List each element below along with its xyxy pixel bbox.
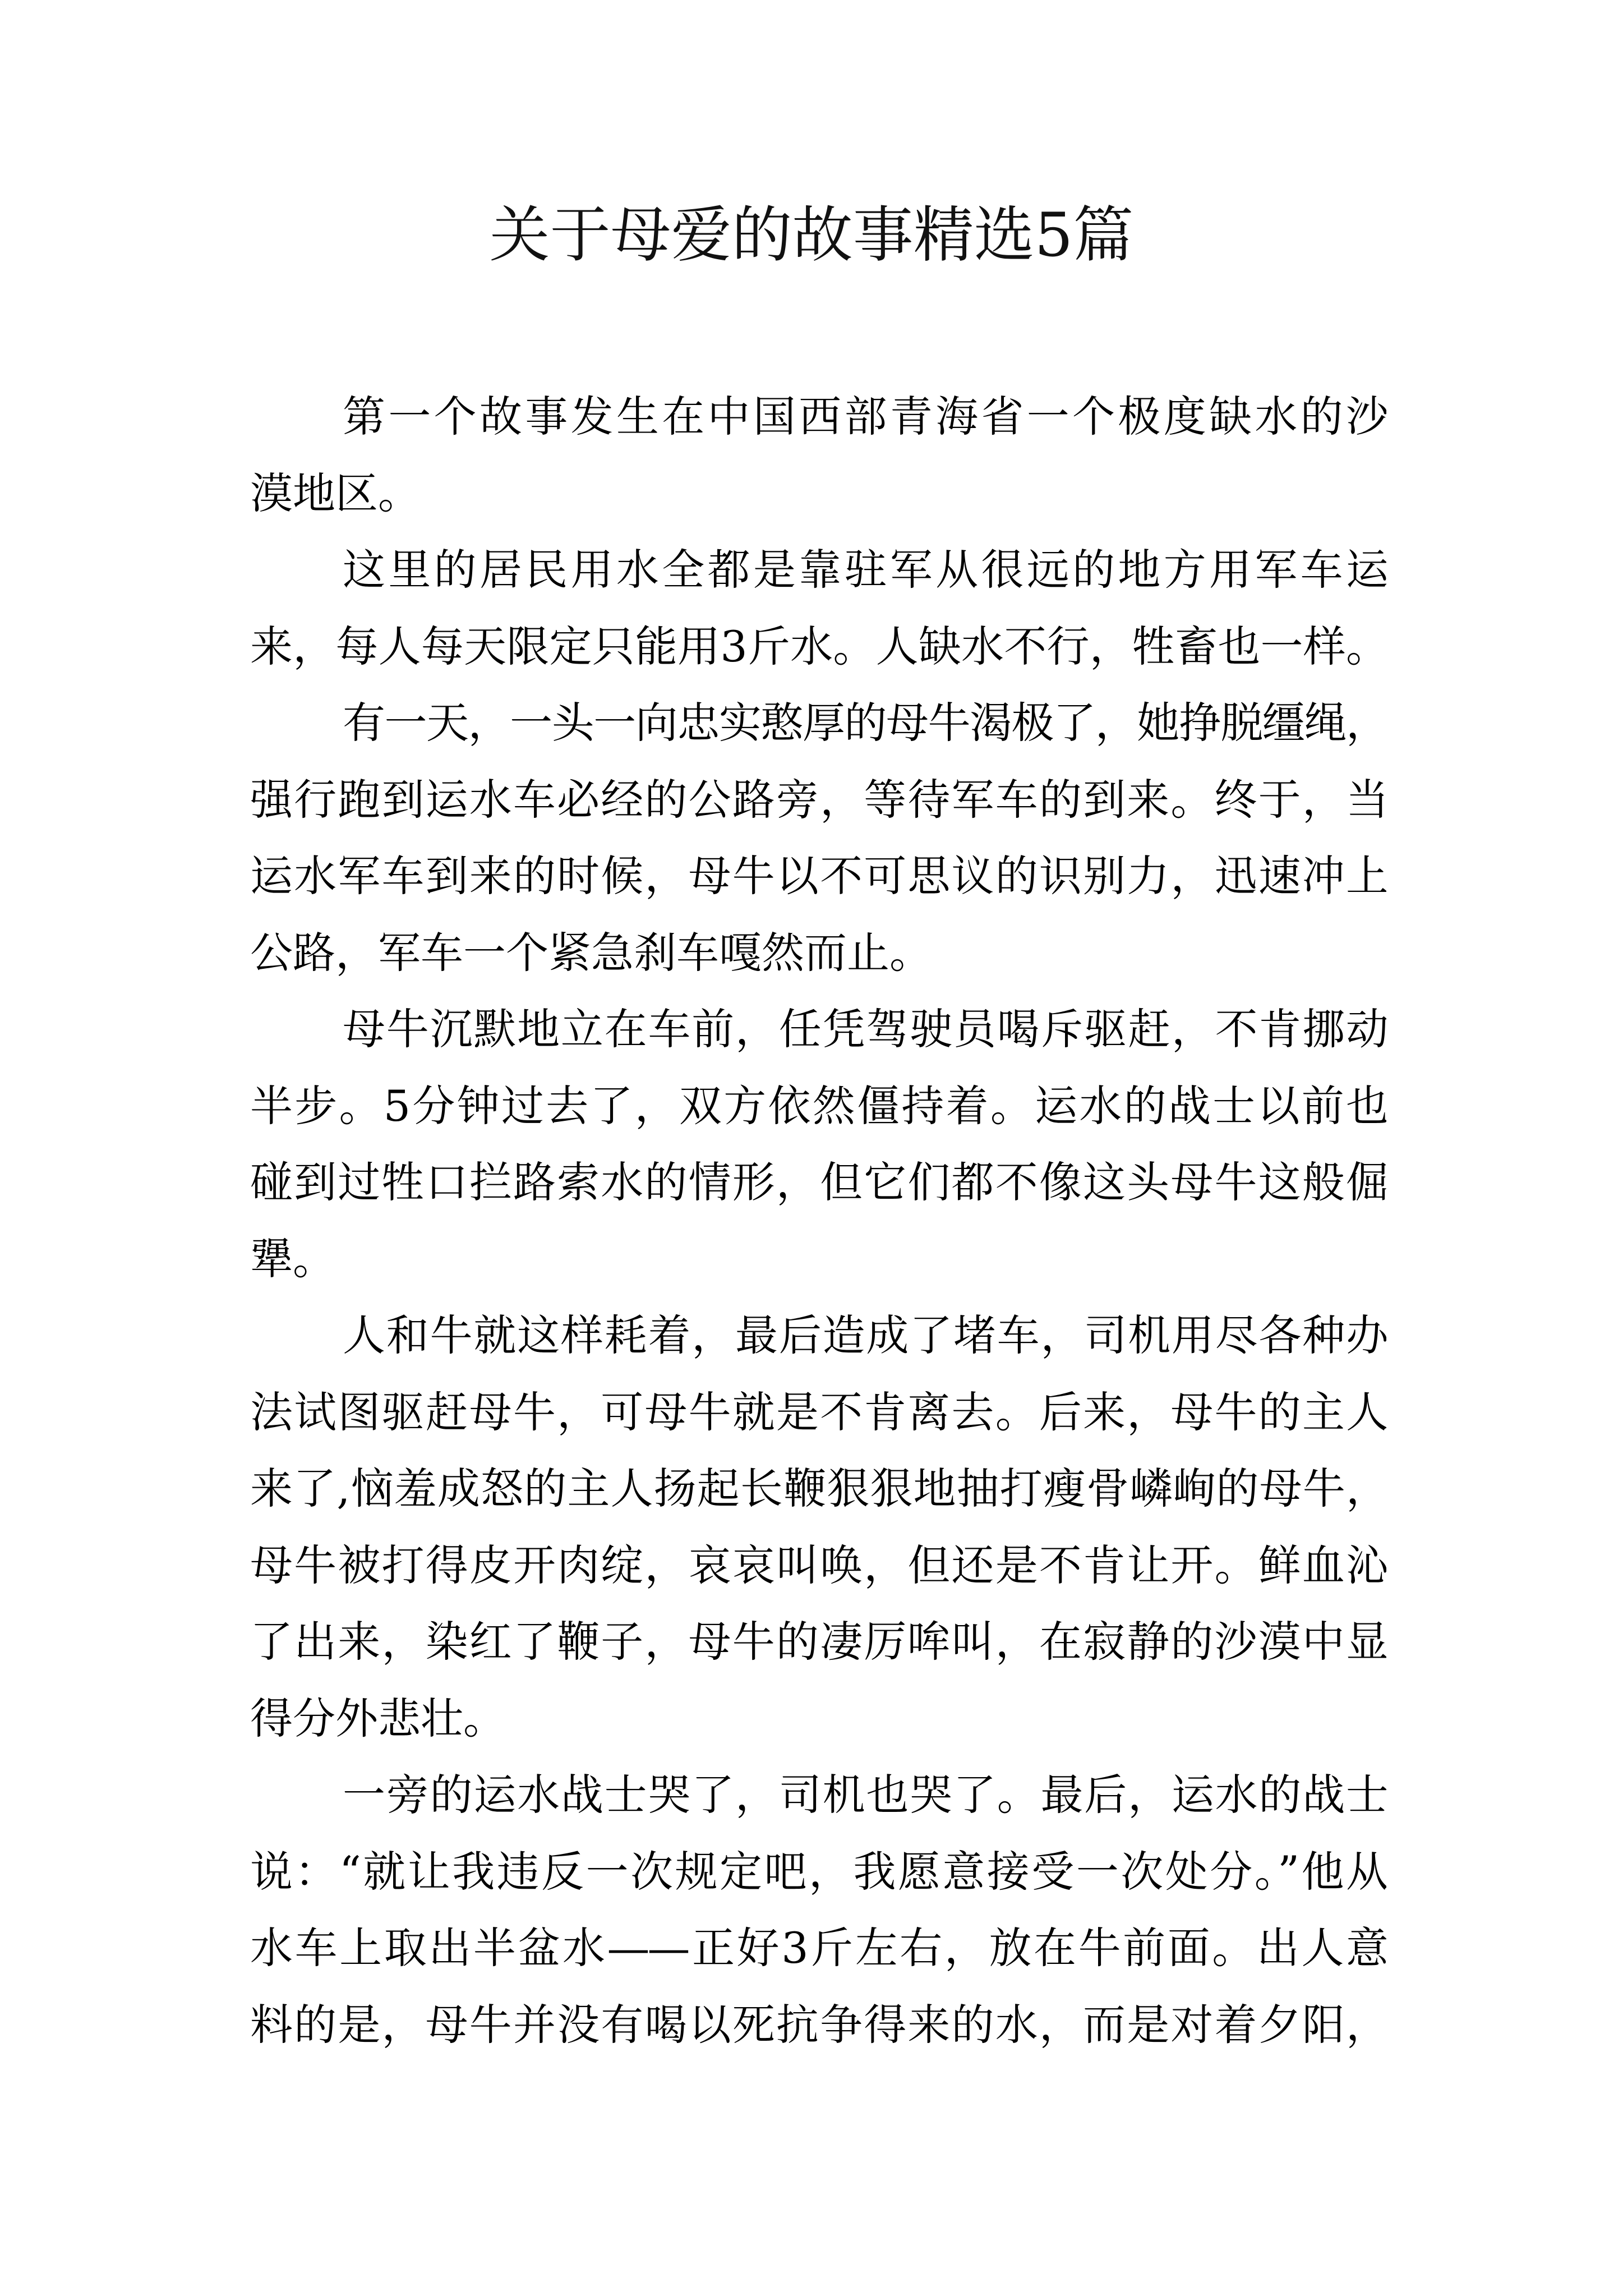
text-line: 强行跑到运水车必经的公路旁，等待军车的到来。终于，当: [250, 774, 1386, 825]
text-line: 这里的居民用水全都是靠驻军从很远的地方用军车运: [343, 545, 1386, 595]
document-body: [250, 379, 1386, 2063]
text-line: 人和牛就这样耗着，最后造成了堵车，司机用尽各种办: [343, 1310, 1386, 1360]
text-line: 得分外悲壮。: [250, 1693, 506, 1743]
text-line: 了出来，染红了鞭子，母牛的凄厉哞叫，在寂静的沙漠中显: [250, 1617, 1386, 1667]
paragraph: [250, 532, 1386, 685]
paragraph: [250, 1297, 1386, 1757]
text-line: 半步。5分钟过去了，双方依然僵持着。运水的战士以前也: [250, 1080, 1386, 1131]
text-line: 运水军车到来的时候，母牛以不可思议的识别力，迅速冲上: [250, 851, 1386, 901]
document-title: 关于母爱的故事精选5篇: [489, 200, 1134, 270]
text-line: 漠地区。: [250, 468, 421, 518]
text-line: 碰到过牲口拦路索水的情形，但它们都不像这头母牛这般倔: [250, 1157, 1386, 1207]
text-line: 公路，军车一个紧急刹车嘎然而止。: [250, 927, 932, 978]
text-line: 来了,恼羞成怒的主人扬起长鞭狠狠地抽打瘦骨嶙峋的母牛，: [250, 1464, 1386, 1513]
paragraph: [250, 685, 1386, 991]
text-line: 法试图驱赶母牛，可母牛就是不肯离去。后来，母牛的主人: [250, 1387, 1386, 1437]
text-line: 第一个故事发生在中国西部青海省一个极度缺水的沙: [343, 392, 1386, 441]
text-line: 犟。: [250, 1234, 335, 1284]
paragraph: [250, 991, 1386, 1297]
text-line: 母牛沉默地立在车前，任凭驾驶员喝斥驱赶，不肯挪动: [343, 1004, 1386, 1054]
text-line: 有一天，一头一向忠实憨厚的母牛渴极了，她挣脱缰绳，: [343, 698, 1386, 748]
text-line: 料的是，母牛并没有喝以死抗争得来的水，而是对着夕阳，: [250, 1999, 1386, 2050]
text-line: 母牛被打得皮开肉绽，哀哀叫唤，但还是不肯让开。鲜血沁: [250, 1540, 1386, 1590]
paragraph: [250, 1757, 1386, 2063]
paragraph: [250, 379, 1386, 532]
text-line: 来，每人每天限定只能用3斤水。人缺水不行，牲畜也一样。: [250, 621, 1386, 671]
text-line: 说：“就让我违反一次规定吧，我愿意接受一次处分。”他从: [250, 1846, 1386, 1897]
text-line: 一旁的运水战士哭了，司机也哭了。最后，运水的战士: [343, 1770, 1386, 1820]
text-line: 水车上取出半盆水——正好3斤左右，放在牛前面。出人意: [250, 1923, 1386, 1973]
